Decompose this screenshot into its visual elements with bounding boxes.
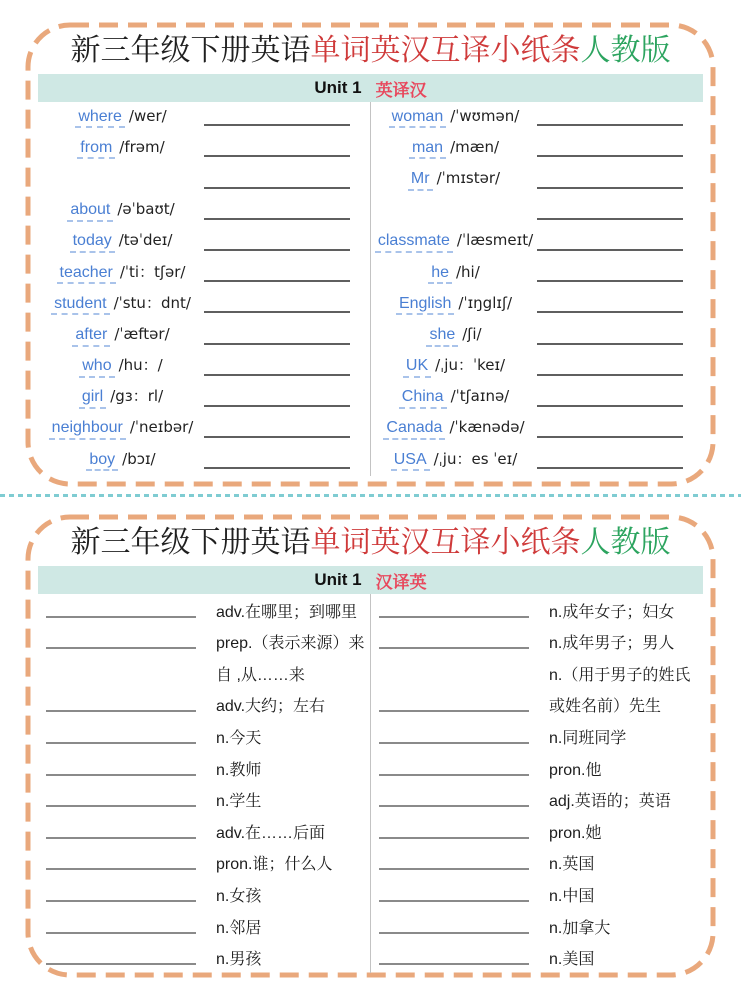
- chinese-meaning: n.（用于男子的姓氏: [549, 666, 691, 684]
- unit-bar: [38, 74, 703, 102]
- answer-blank-line: [46, 710, 196, 712]
- meaning-row: [371, 815, 703, 847]
- word-group: [38, 418, 204, 445]
- answer-blank-line: [46, 900, 196, 902]
- chinese-meaning: n.教师: [216, 761, 262, 779]
- answer-blank-line: [537, 155, 683, 157]
- answer-blank-line: [537, 436, 683, 438]
- word-group: [371, 221, 537, 227]
- meaning-row: [371, 752, 703, 784]
- answer-blank-line: [537, 343, 683, 345]
- word-row: [371, 414, 703, 445]
- answer-blank-line: [204, 280, 350, 282]
- meaning-row: [371, 910, 703, 942]
- english-word: boy: [86, 451, 118, 472]
- english-word: where: [75, 108, 125, 129]
- chinese-meaning: n.中国: [549, 887, 595, 905]
- phonetic-text: /ˈmɪstər/: [436, 168, 501, 187]
- word-group: [38, 325, 204, 352]
- word-group: [371, 354, 537, 383]
- answer-blank-line: [379, 710, 529, 712]
- meaning-row: [371, 720, 703, 752]
- phonetic-text: /ˈti：tʃər/: [119, 262, 186, 281]
- answer-blank-line: [46, 963, 196, 965]
- word-group: [371, 138, 537, 165]
- phonetic-text: /wer/: [128, 106, 167, 125]
- meaning-row: [371, 657, 703, 689]
- answer-blank-line: [537, 218, 683, 220]
- answer-blank-line: [379, 805, 529, 807]
- meaning-row: [38, 594, 370, 626]
- phonetic-text: /ˈɪŋglɪʃ/: [458, 293, 513, 312]
- chinese-meaning: pron.他: [549, 761, 602, 779]
- worksheet-title: [30, 525, 711, 561]
- english-word: China: [399, 388, 447, 409]
- answer-blank-line: [46, 616, 196, 618]
- title-part-edition: 人教版: [580, 34, 671, 67]
- answer-blank-line: [379, 647, 529, 649]
- word-group: [38, 231, 204, 258]
- phonetic-text: /gɜ：rl/: [110, 387, 164, 406]
- phonetic-text: /ˌju：es ˈeɪ/: [433, 449, 518, 468]
- word-row: [38, 289, 370, 320]
- english-word: today: [70, 232, 115, 253]
- column-left: [38, 594, 370, 973]
- english-word: he: [428, 264, 452, 285]
- phonetic-text: /mæn/: [450, 137, 500, 156]
- unit-label: Unit 1: [314, 78, 362, 97]
- answer-blank-line: [204, 249, 350, 251]
- answer-blank-line: [379, 774, 529, 776]
- chinese-meaning: n.成年男子；男人: [549, 635, 675, 653]
- word-row: [371, 227, 703, 258]
- word-row: [38, 133, 370, 164]
- word-row: [371, 164, 703, 195]
- phonetic-text: /təˈdeɪ/: [118, 231, 173, 250]
- unit-bar: [38, 566, 703, 594]
- meaning-row: [38, 942, 370, 974]
- meaning-row: [38, 784, 370, 816]
- meaning-row: [38, 910, 370, 942]
- answer-blank-line: [204, 436, 350, 438]
- chinese-meaning: pron.她: [549, 824, 602, 842]
- phonetic-text: /hu：/: [118, 356, 163, 375]
- meaning-row: [38, 720, 370, 752]
- word-group: [371, 169, 537, 196]
- phonetic-text: /ˈlæsmeɪt/: [456, 231, 534, 250]
- answer-blank-line: [537, 467, 683, 469]
- answer-blank-line: [46, 868, 196, 870]
- answer-blank-line: [204, 155, 350, 157]
- english-word: from: [77, 139, 115, 160]
- answer-blank-line: [204, 311, 350, 313]
- word-group: [371, 107, 537, 134]
- english-word: teacher: [57, 264, 116, 285]
- word-table: [38, 102, 703, 476]
- answer-blank-line: [537, 124, 683, 126]
- word-group: [38, 261, 204, 290]
- meaning-row: [371, 689, 703, 721]
- meaning-row: [371, 626, 703, 658]
- title-part-subject: 单词英汉互译小纸条: [310, 34, 581, 67]
- meaning-row: [38, 689, 370, 721]
- word-group: [371, 325, 537, 352]
- meaning-row: [371, 878, 703, 910]
- english-word: about: [67, 201, 113, 222]
- english-word: she: [426, 326, 458, 347]
- answer-blank-line: [204, 218, 350, 220]
- answer-blank-line: [379, 963, 529, 965]
- word-group: [371, 448, 537, 477]
- chinese-meaning: n.邻居: [216, 919, 262, 937]
- answer-blank-line: [537, 249, 683, 251]
- card-en-to-cn: [25, 22, 716, 487]
- word-row: [38, 258, 370, 289]
- mode-label: 汉译英: [375, 572, 427, 592]
- word-row: [38, 227, 370, 258]
- chinese-meaning: n.女孩: [216, 887, 262, 905]
- answer-blank-line: [379, 837, 529, 839]
- word-row: [38, 196, 370, 227]
- english-word: Canada: [383, 419, 445, 440]
- word-group: [38, 107, 204, 134]
- word-row: [38, 414, 370, 445]
- phonetic-text: /ˈkænədə/: [449, 418, 525, 437]
- phonetic-text: /bɔɪ/: [122, 449, 156, 468]
- chinese-meaning: pron.谁；什么人: [216, 856, 333, 874]
- phonetic-text: /ˈstu：dnt/: [113, 293, 191, 312]
- chinese-meaning: prep.（表示来源）来: [216, 635, 365, 653]
- answer-blank-line: [46, 837, 196, 839]
- meaning-table: [38, 594, 703, 973]
- mode-label: 英译汉: [375, 80, 427, 100]
- answer-blank-line: [537, 374, 683, 376]
- english-word: USA: [391, 451, 430, 472]
- english-word: Mr: [408, 170, 433, 191]
- meaning-row: [371, 784, 703, 816]
- word-group: [38, 138, 204, 165]
- answer-blank-line: [46, 932, 196, 934]
- english-word: student: [51, 295, 109, 316]
- word-row: [371, 352, 703, 383]
- word-row: [38, 445, 370, 476]
- answer-blank-line: [379, 742, 529, 744]
- answer-blank-line: [204, 343, 350, 345]
- worksheet-title: [30, 33, 711, 69]
- word-row: [371, 258, 703, 289]
- chinese-meaning: n.美国: [549, 951, 595, 969]
- answer-blank-line: [537, 187, 683, 189]
- word-group: [38, 354, 204, 383]
- answer-blank-line: [379, 616, 529, 618]
- chinese-meaning: 或姓名前）先生: [549, 698, 662, 716]
- english-word: neighbour: [49, 419, 126, 440]
- phonetic-text: /ʃi/: [462, 324, 482, 343]
- english-word: woman: [389, 108, 447, 129]
- word-group: [371, 231, 537, 258]
- phonetic-text: /ˈæftər/: [114, 324, 170, 343]
- meaning-row: [38, 657, 370, 689]
- word-group: [38, 450, 204, 477]
- title-part-grade: 新三年级下册英语: [70, 34, 311, 67]
- card-content: [30, 27, 711, 482]
- meaning-row: [38, 752, 370, 784]
- word-row: [38, 383, 370, 414]
- chinese-meaning: n.同班同学: [549, 729, 627, 747]
- meaning-row: [38, 878, 370, 910]
- chinese-meaning: adv.在哪里；到哪里: [216, 603, 358, 621]
- title-part-grade: 新三年级下册英语: [70, 526, 311, 559]
- word-group: [371, 387, 537, 414]
- english-word: English: [396, 295, 454, 316]
- word-row: [38, 320, 370, 351]
- word-row: [371, 383, 703, 414]
- word-row: [371, 289, 703, 320]
- meaning-row: [38, 626, 370, 658]
- chinese-meaning: adv.大约；左右: [216, 698, 326, 716]
- word-row: [38, 102, 370, 133]
- chinese-meaning: adv.在……后面: [216, 824, 326, 842]
- unit-label: Unit 1: [314, 570, 362, 589]
- answer-blank-line: [46, 774, 196, 776]
- answer-blank-line: [379, 900, 529, 902]
- card-content: [30, 519, 711, 973]
- answer-blank-line: [204, 187, 350, 189]
- word-group: [38, 292, 204, 321]
- strip-cut-line: [0, 494, 741, 497]
- phonetic-text: /ˈtʃaɪnə/: [450, 387, 510, 406]
- meaning-row: [371, 594, 703, 626]
- answer-blank-line: [379, 868, 529, 870]
- answer-blank-line: [537, 405, 683, 407]
- phonetic-text: /ˌju：ˈkeɪ/: [435, 356, 506, 375]
- english-word: classmate: [375, 232, 453, 253]
- word-group: [38, 200, 204, 227]
- answer-blank-line: [204, 124, 350, 126]
- answer-blank-line: [537, 311, 683, 313]
- chinese-meaning: n.加拿大: [549, 919, 611, 937]
- answer-blank-line: [379, 932, 529, 934]
- meaning-row: [38, 847, 370, 879]
- word-row: [38, 164, 370, 195]
- answer-blank-line: [46, 805, 196, 807]
- word-row: [371, 445, 703, 476]
- phonetic-text: /hi/: [456, 262, 480, 281]
- meaning-row: [38, 815, 370, 847]
- english-word: girl: [79, 388, 106, 409]
- word-group: [38, 385, 204, 414]
- column-right: [371, 594, 703, 973]
- answer-blank-line: [537, 280, 683, 282]
- meaning-row: [371, 847, 703, 879]
- word-group: [371, 263, 537, 290]
- english-word: man: [409, 139, 446, 160]
- word-row: [371, 102, 703, 133]
- chinese-meaning: n.男孩: [216, 951, 262, 969]
- chinese-meaning: n.今天: [216, 729, 262, 747]
- phonetic-text: /ˈwʊmən/: [450, 106, 520, 125]
- word-row: [371, 133, 703, 164]
- answer-blank-line: [204, 467, 350, 469]
- word-group: [371, 418, 537, 445]
- word-row: [38, 352, 370, 383]
- chinese-meaning: n.英国: [549, 856, 595, 874]
- phonetic-text: /frəm/: [119, 137, 165, 156]
- chinese-meaning: n.学生: [216, 793, 262, 811]
- title-part-subject: 单词英汉互译小纸条: [310, 526, 581, 559]
- column-right: [371, 102, 703, 476]
- card-cn-to-en: [25, 514, 716, 978]
- meaning-row: [371, 942, 703, 974]
- english-word: UK: [403, 357, 431, 378]
- word-row: [371, 196, 703, 227]
- answer-blank-line: [204, 374, 350, 376]
- phonetic-text: /əˈbaʊt/: [117, 200, 175, 219]
- chinese-meaning: n.成年女子；妇女: [549, 603, 675, 621]
- column-left: [38, 102, 370, 476]
- answer-blank-line: [46, 647, 196, 649]
- answer-blank-line: [46, 742, 196, 744]
- answer-blank-line: [204, 405, 350, 407]
- word-row: [371, 320, 703, 351]
- word-group: [371, 294, 537, 321]
- phonetic-text: /ˈneɪbər/: [129, 418, 194, 437]
- title-part-edition: 人教版: [580, 526, 671, 559]
- english-word: who: [79, 357, 114, 378]
- word-group: [38, 190, 204, 196]
- english-word: after: [72, 326, 110, 347]
- chinese-meaning: adj.英语的；英语: [549, 793, 671, 811]
- chinese-meaning: 自 ,从……来: [216, 666, 305, 684]
